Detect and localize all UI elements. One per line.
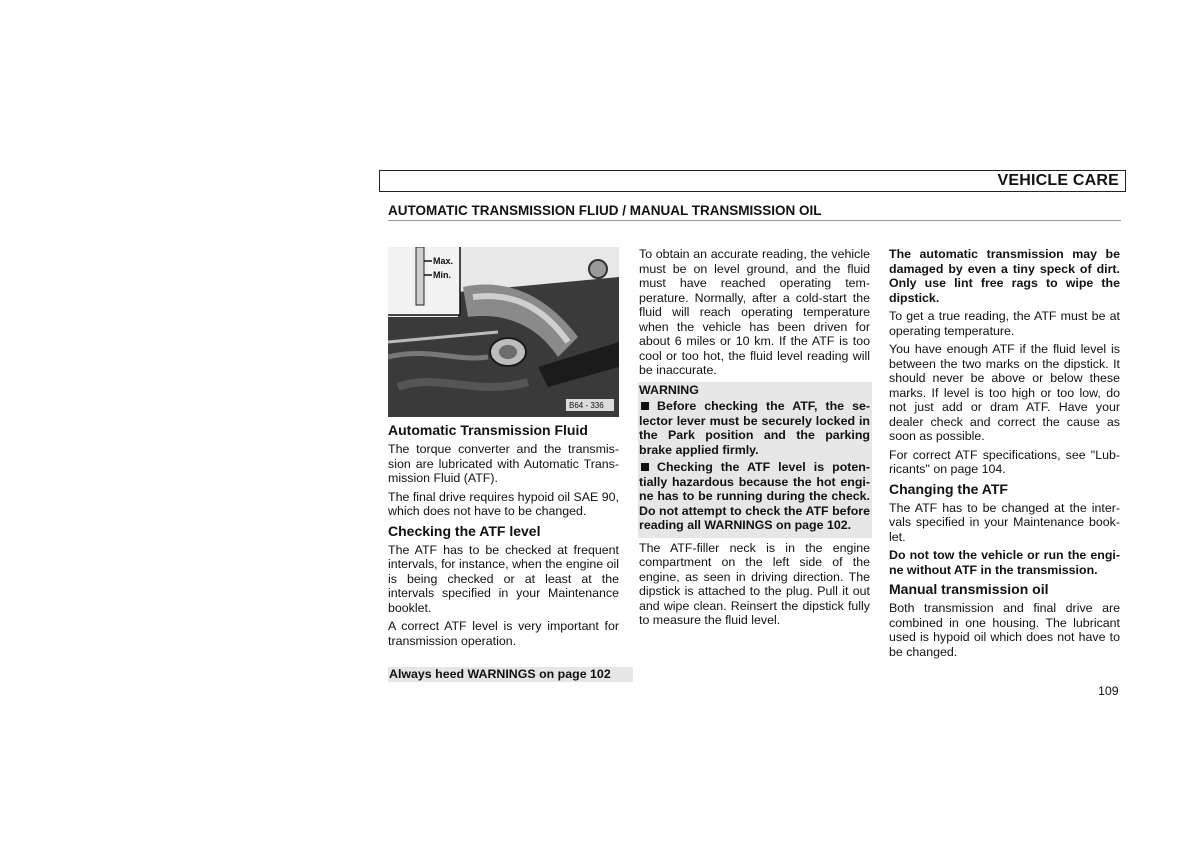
section-header-box: [379, 170, 1126, 192]
caution-dirt: The automatic transmission may be damaged by even a tiny speck of dirt. Only use lint free rags to wipe the dipstick.: [889, 247, 1120, 305]
paragraph-atf-specifications: For correct ATF specifications, see "Lub-ricants" on page 104.: [889, 447, 1120, 476]
dipstick-engine-photo: [388, 247, 619, 417]
heading-automatic-transmission-fluid: Automatic Transmission Fluid: [388, 422, 588, 438]
section-title: VEHICLE CARE: [997, 172, 1119, 189]
warning-text: Checking the ATF level is poten-tially hazardous because the hot engi-ne has to be running during the check. Do not attempt to check the ATF before reading all WARNINGS on page 102.: [639, 460, 870, 532]
warning-title: WARNING: [639, 382, 699, 397]
page-heading: AUTOMATIC TRANSMISSION FLIUD / MANUAL TRANSMISSION OIL: [388, 203, 822, 218]
heading-changing-atf: Changing the ATF: [889, 480, 1008, 497]
page-number: 109: [1098, 684, 1119, 698]
paragraph-correct-level: A correct ATF level is very important for transmission operation.: [388, 619, 619, 648]
paragraph-filler-neck: The ATF-filler neck is in the engine compartment on the left side of the engine, as seen in driving direction. The dipstick is attached to the plug. Pull it out and wipe clean. Reinsert the dipstick fully to measure the fluid level.: [639, 540, 870, 627]
dipstick-min-label: Min.: [433, 270, 451, 280]
caution-towing: Do not tow the vehicle or run the engi-ne without ATF in the transmission.: [889, 548, 1120, 577]
square-bullet-icon: [641, 402, 649, 410]
column-1: [388, 247, 619, 652]
heading-checking-atf-level: Checking the ATF level: [388, 522, 541, 539]
column-3: [889, 247, 1120, 663]
column-2: [639, 247, 870, 632]
paragraph-final-drive: The final drive requires hypoid oil SAE 90, which does not have to be changed.: [388, 489, 619, 518]
paragraph-change-intervals: The ATF has to be changed at the inter-vals specified in your Maintenance book-let.: [889, 500, 1120, 544]
dipstick-max-label: Max.: [433, 256, 454, 266]
square-bullet-icon: [641, 463, 649, 471]
footer-warning-note: Always heed WARNINGS on page 102: [388, 667, 633, 682]
paragraph-accurate-reading: To obtain an accurate reading, the vehicle must be on level ground, and the fluid must have reached operating tem-perature. Normally, after a cold-start the fluid will reach operating temperature when the vehicle has been driven for about 6 miles or 10 km. If the ATF is too cool or too hot, the fluid level reading will be inaccurate.: [639, 247, 870, 377]
paragraph-check-intervals: The ATF has to be checked at frequent intervals, for instance, when the engine oil is being checked or at least at the intervals specified in your Maintenance booklet.: [388, 542, 619, 615]
figure-id-label: B64 - 336: [569, 401, 604, 410]
heading-manual-transmission-oil: Manual transmission oil: [889, 581, 1049, 597]
warning-item: [639, 460, 870, 533]
warning-text: Before checking the ATF, the se-lector lever must be securely locked in the Park position and the parking brake applied firmly.: [639, 399, 870, 457]
warning-box: [638, 382, 872, 538]
paragraph-enough-atf: You have enough ATF if the fluid level is between the two marks on the dipstick. It should never be above or below these marks. If level is too high or too low, do not just add or dram ATF. Have your dealer check and correct the cause as soon as possible.: [889, 342, 1120, 443]
paragraph-torque-converter: The torque converter and the transmis-sion are lubricated with Automatic Trans-mission Fluid (ATF).: [388, 442, 619, 485]
paragraph-true-reading: To get a true reading, the ATF must be at operating temperature.: [889, 309, 1120, 338]
heading-divider: [388, 220, 1121, 221]
paragraph-hypoid-oil: Both transmission and final drive are combined in one housing. The lubricant used is hypoid oil which does not have to be changed.: [889, 601, 1120, 659]
warning-item: [639, 399, 870, 457]
